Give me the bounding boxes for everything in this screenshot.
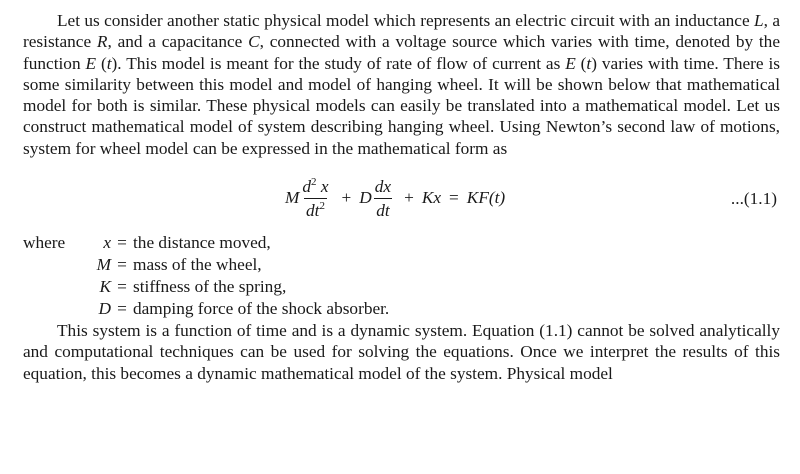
eq-d: d — [302, 176, 312, 196]
text-run: Let us consider another static physical model which represents an electric circuit with an inductance — [57, 11, 755, 30]
paragraph-dynamic-system: This system is a function of time and is a dynamic system. Equation (1.1) cannot be solved analytically and computational techniques can be used for solving the equations. Once we interpret the results of this equation, this becomes a dynamic mathematical model of the system. Physical model — [23, 321, 780, 383]
variable-R: R — [96, 32, 108, 52]
symbol-definitions — [23, 232, 780, 320]
fraction-first-derivative — [373, 177, 393, 220]
eq-dt: dt — [376, 200, 390, 220]
definition-row — [23, 232, 780, 254]
definition-row — [23, 276, 780, 298]
eq-dx: dx — [374, 176, 392, 196]
variable-t: t — [586, 53, 592, 73]
definition-text: mass of the wheel, — [133, 255, 262, 275]
definition-equals: = — [117, 299, 127, 319]
definition-equals: = — [117, 255, 127, 275]
variable-E: E — [565, 53, 576, 73]
text-run: , and a capacitance — [107, 32, 249, 52]
fraction-numerator — [300, 177, 330, 198]
eq-equals: = — [449, 188, 459, 208]
eq-rhs-KFt: KF(t) — [466, 188, 506, 208]
eq-x: x — [316, 176, 329, 196]
eq-symbol-M: M — [285, 188, 300, 208]
fraction-denominator — [374, 198, 391, 220]
text-run: , a resistance — [23, 11, 781, 52]
equation-number: ...(1.1) — [730, 189, 777, 209]
definition-row — [23, 254, 780, 276]
eq-superscript: 2 — [311, 175, 317, 188]
text-run: , connected with a voltage source which varies with time, denoted by the function — [23, 32, 780, 73]
text-run: ( — [96, 53, 107, 73]
definition-symbol: M — [96, 255, 111, 275]
paragraph-intro — [23, 10, 780, 159]
definition-equals: = — [117, 277, 127, 297]
eq-plus: + — [404, 188, 414, 208]
text-run: ) varies with time. There is some similarity between this model and model of hanging wheel. It will be shown below that mathematical model for both is similar. These physical models can easily be translated into a mathematical model. Let us construct mathematical model of system describing hanging wheel. Using Newton’s second law of motions, system for wheel model can be expressed in the mathematical form as — [23, 53, 780, 158]
variable-t: t — [106, 53, 112, 73]
where-label: where — [23, 233, 66, 253]
definition-symbol: D — [98, 299, 111, 319]
variable-L: L — [754, 11, 764, 30]
equation-1-1 — [23, 169, 780, 227]
eq-dt: dt — [306, 200, 320, 220]
eq-symbol-D: D — [359, 188, 372, 208]
text-run: ). This model is meant for the study of rate of flow of current as — [111, 53, 566, 73]
eq-term-Kx: Kx — [421, 188, 442, 208]
definition-spacer — [23, 276, 79, 298]
text-run: ( — [575, 53, 587, 73]
definition-equals: = — [117, 233, 127, 253]
definition-spacer — [23, 254, 79, 276]
equation-body — [285, 169, 505, 227]
fraction-second-derivative — [300, 177, 330, 220]
fraction-numerator — [373, 177, 393, 198]
document-page — [23, 10, 780, 384]
definition-spacer — [23, 298, 79, 320]
variable-C: C — [248, 32, 260, 52]
definition-text: stiffness of the spring, — [133, 277, 287, 297]
eq-plus: + — [341, 188, 352, 208]
definition-text: the distance moved, — [133, 233, 271, 253]
definition-text: damping force of the shock absorber. — [133, 299, 390, 319]
definition-symbol: K — [99, 277, 111, 297]
fraction-denominator — [304, 198, 327, 220]
definition-symbol: x — [103, 233, 111, 253]
eq-superscript: 2 — [319, 199, 325, 212]
variable-E: E — [85, 53, 97, 73]
definition-row — [23, 298, 780, 320]
